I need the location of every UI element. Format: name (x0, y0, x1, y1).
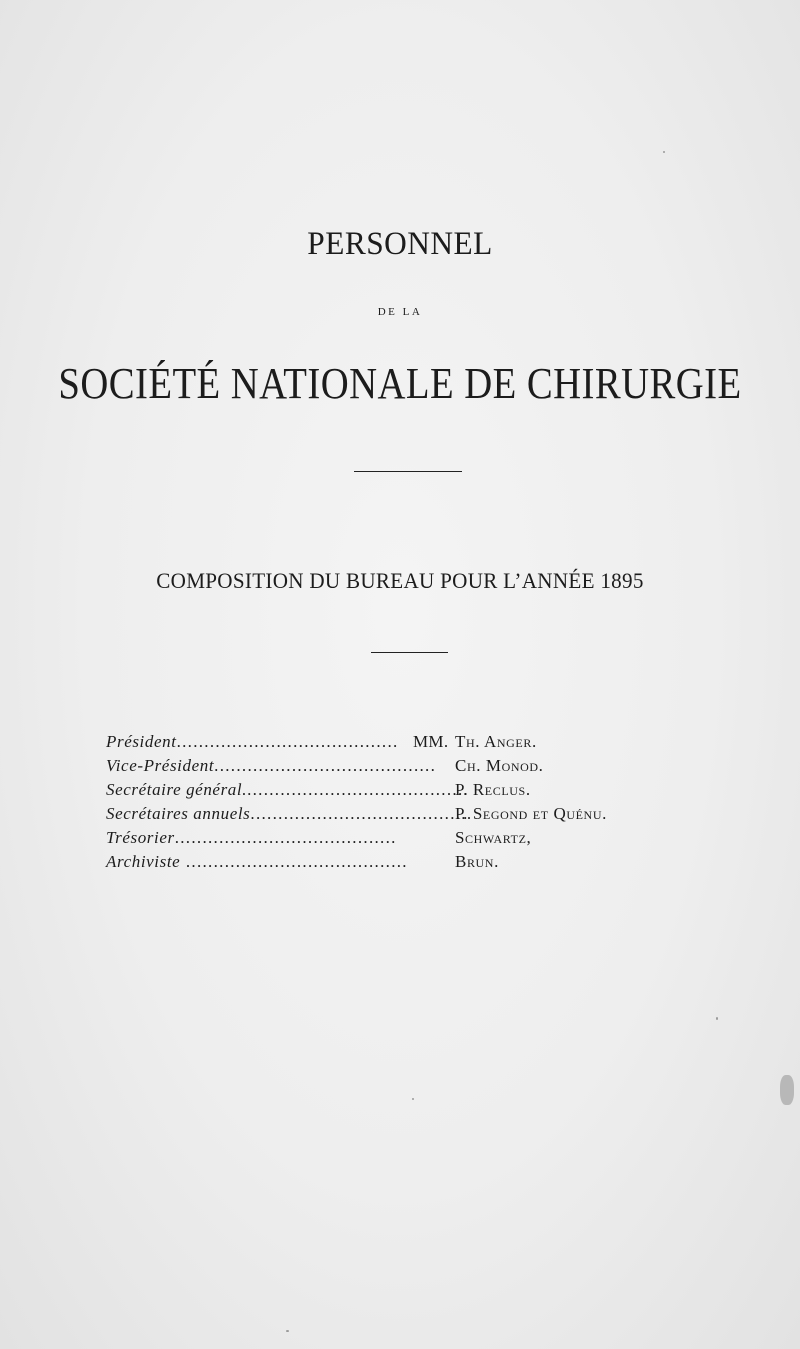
bureau-roster (106, 730, 666, 874)
roster-role: Vice-Président........................................ (106, 756, 437, 775)
roster-name: Schwartz, (455, 828, 532, 847)
roster-row (106, 778, 666, 802)
roster-role: Archiviste ........................................ (106, 852, 408, 871)
paper-speck (663, 151, 665, 153)
paper-speck (780, 1075, 794, 1105)
page-title: PERSONNEL (307, 226, 493, 262)
roster-row (106, 850, 666, 874)
divider-bottom (371, 652, 448, 653)
title-connector: DE LA (377, 306, 423, 318)
roster-name: Brun. (455, 852, 499, 871)
roster-name: Th. Anger. (455, 732, 537, 751)
salutation: MM. (413, 732, 449, 751)
roster-name: P. Segond et Quénu. (455, 804, 607, 823)
society-name: SOCIÉTÉ NATIONALE DE CHIRURGIE (58, 359, 742, 408)
roster-role: Président........................................ (106, 732, 399, 751)
roster-row (106, 826, 666, 850)
roster-row (106, 754, 666, 778)
roster-row (106, 730, 666, 754)
roster-name: Ch. Monod. (455, 756, 544, 775)
roster-row (106, 802, 666, 826)
roster-name: P. Reclus. (455, 780, 531, 799)
roster-role: Secrétaire général......................................... (106, 780, 470, 799)
divider-top (354, 471, 462, 472)
roster-role: Trésorier........................................ (106, 828, 397, 847)
paper-speck (412, 1098, 414, 1100)
paper-speck (716, 1017, 718, 1020)
section-subtitle: COMPOSITION DU BUREAU POUR L’ANNÉE 1895 (156, 568, 644, 593)
roster-role: Secrétaires annuels........................................ (106, 804, 473, 823)
paper-speck (286, 1330, 289, 1332)
